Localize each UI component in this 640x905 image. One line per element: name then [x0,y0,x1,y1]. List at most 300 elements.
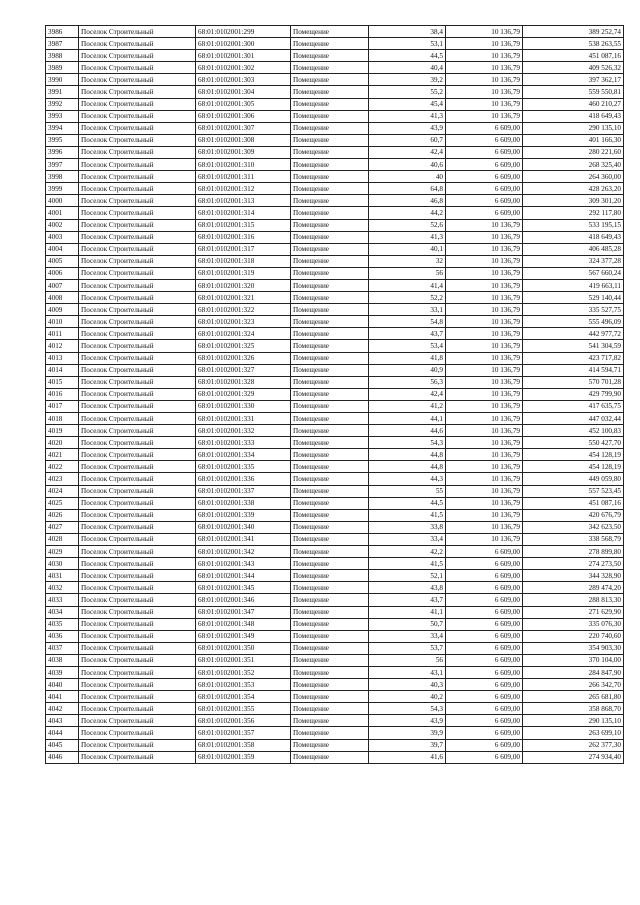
area-cell: 41,8 [369,352,446,364]
table-row [46,509,624,521]
row-number-cell: 4018 [46,413,79,425]
area-cell: 33,4 [369,630,446,642]
value-cell: 409 526,32 [523,62,624,74]
address-cell: Поселок Строительный [79,485,196,497]
address-cell: Поселок Строительный [79,316,196,328]
value-cell: 338 568,79 [523,533,624,545]
rate-cell: 10 136,79 [446,413,523,425]
table-row [46,267,624,279]
object-type-cell: Помещение [291,582,369,594]
row-number-cell: 4032 [46,582,79,594]
value-cell: 284 847,90 [523,666,624,678]
rate-cell: 10 136,79 [446,255,523,267]
address-cell: Поселок Строительный [79,134,196,146]
area-cell: 42,4 [369,146,446,158]
area-cell: 32 [369,255,446,267]
rate-cell: 6 609,00 [446,739,523,751]
row-number-cell: 4004 [46,243,79,255]
cadastral-number-cell: 68:01:0102001:315 [196,219,291,231]
area-cell: 41,4 [369,279,446,291]
table-row [46,521,624,533]
area-cell: 41,5 [369,558,446,570]
cadastral-number-cell: 68:01:0102001:325 [196,340,291,352]
area-cell: 53,7 [369,642,446,654]
value-cell: 555 496,09 [523,316,624,328]
rate-cell: 10 136,79 [446,400,523,412]
area-cell: 43,9 [369,715,446,727]
address-cell: Поселок Строительный [79,413,196,425]
rate-cell: 6 609,00 [446,654,523,666]
object-type-cell: Помещение [291,26,369,38]
table-row [46,316,624,328]
address-cell: Поселок Строительный [79,195,196,207]
object-type-cell: Помещение [291,110,369,122]
address-cell: Поселок Строительный [79,231,196,243]
cadastral-number-cell: 68:01:0102001:319 [196,267,291,279]
area-cell: 39,2 [369,74,446,86]
row-number-cell: 4026 [46,509,79,521]
area-cell: 44,5 [369,50,446,62]
cadastral-number-cell: 68:01:0102001:331 [196,413,291,425]
table-row [46,606,624,618]
address-cell: Поселок Строительный [79,533,196,545]
address-cell: Поселок Строительный [79,654,196,666]
object-type-cell: Помещение [291,546,369,558]
table-row [46,376,624,388]
rate-cell: 6 609,00 [446,558,523,570]
row-number-cell: 3988 [46,50,79,62]
value-cell: 420 676,79 [523,509,624,521]
table-row [46,582,624,594]
area-cell: 52,6 [369,219,446,231]
address-cell: Поселок Строительный [79,642,196,654]
cadastral-number-cell: 68:01:0102001:349 [196,630,291,642]
table-row [46,691,624,703]
area-cell: 41,3 [369,110,446,122]
object-type-cell: Помещение [291,679,369,691]
rate-cell: 6 609,00 [446,146,523,158]
cadastral-number-cell: 68:01:0102001:346 [196,594,291,606]
cadastral-number-cell: 68:01:0102001:310 [196,159,291,171]
object-type-cell: Помещение [291,38,369,50]
rate-cell: 10 136,79 [446,86,523,98]
value-cell: 418 649,43 [523,110,624,122]
cadastral-number-cell: 68:01:0102001:308 [196,134,291,146]
value-cell: 354 903,30 [523,642,624,654]
value-cell: 268 325,40 [523,159,624,171]
area-cell: 44,8 [369,449,446,461]
row-number-cell: 4011 [46,328,79,340]
rate-cell: 6 609,00 [446,703,523,715]
cadastral-number-cell: 68:01:0102001:351 [196,654,291,666]
cadastral-number-cell: 68:01:0102001:312 [196,183,291,195]
row-number-cell: 4014 [46,364,79,376]
value-cell: 449 059,80 [523,473,624,485]
table-row [46,26,624,38]
cadastral-number-cell: 68:01:0102001:347 [196,606,291,618]
area-cell: 44,6 [369,425,446,437]
object-type-cell: Помещение [291,316,369,328]
row-number-cell: 3998 [46,171,79,183]
table-row [46,219,624,231]
cadastral-number-cell: 68:01:0102001:324 [196,328,291,340]
rate-cell: 6 609,00 [446,606,523,618]
area-cell: 43,9 [369,122,446,134]
value-cell: 397 362,17 [523,74,624,86]
address-cell: Поселок Строительный [79,219,196,231]
row-number-cell: 4031 [46,570,79,582]
table-row [46,159,624,171]
row-number-cell: 4010 [46,316,79,328]
row-number-cell: 4036 [46,630,79,642]
table-row [46,328,624,340]
row-number-cell: 4038 [46,654,79,666]
area-cell: 40,9 [369,364,446,376]
rate-cell: 10 136,79 [446,98,523,110]
rate-cell: 6 609,00 [446,594,523,606]
table-row [46,352,624,364]
row-number-cell: 4035 [46,618,79,630]
object-type-cell: Помещение [291,146,369,158]
area-cell: 53,1 [369,38,446,50]
value-cell: 220 740,60 [523,630,624,642]
object-type-cell: Помещение [291,751,369,763]
rate-cell: 6 609,00 [446,159,523,171]
object-type-cell: Помещение [291,461,369,473]
object-type-cell: Помещение [291,364,369,376]
address-cell: Поселок Строительный [79,62,196,74]
value-cell: 447 032,44 [523,413,624,425]
area-cell: 43,7 [369,328,446,340]
address-cell: Поселок Строительный [79,352,196,364]
address-cell: Поселок Строительный [79,400,196,412]
cadastral-number-cell: 68:01:0102001:299 [196,26,291,38]
rate-cell: 10 136,79 [446,110,523,122]
row-number-cell: 3987 [46,38,79,50]
table-row [46,546,624,558]
address-cell: Поселок Строительный [79,98,196,110]
table-row [46,146,624,158]
address-cell: Поселок Строительный [79,328,196,340]
table-row [46,473,624,485]
value-cell: 529 140,44 [523,292,624,304]
row-number-cell: 4040 [46,679,79,691]
value-cell: 280 221,60 [523,146,624,158]
address-cell: Поселок Строительный [79,110,196,122]
object-type-cell: Помещение [291,98,369,110]
table-row [46,413,624,425]
area-cell: 55 [369,485,446,497]
rate-cell: 6 609,00 [446,183,523,195]
row-number-cell: 4001 [46,207,79,219]
table-row [46,570,624,582]
object-type-cell: Помещение [291,497,369,509]
address-cell: Поселок Строительный [79,255,196,267]
value-cell: 292 117,80 [523,207,624,219]
cadastral-number-cell: 68:01:0102001:316 [196,231,291,243]
value-cell: 342 623,50 [523,521,624,533]
cadastral-number-cell: 68:01:0102001:326 [196,352,291,364]
row-number-cell: 4044 [46,727,79,739]
cadastral-number-cell: 68:01:0102001:307 [196,122,291,134]
value-cell: 417 635,75 [523,400,624,412]
area-cell: 44,5 [369,497,446,509]
address-cell: Поселок Строительный [79,376,196,388]
rate-cell: 10 136,79 [446,533,523,545]
area-cell: 44,2 [369,207,446,219]
cadastral-number-cell: 68:01:0102001:353 [196,679,291,691]
address-cell: Поселок Строительный [79,86,196,98]
rate-cell: 6 609,00 [446,207,523,219]
value-cell: 274 934,40 [523,751,624,763]
row-number-cell: 4020 [46,437,79,449]
table-row [46,388,624,400]
cadastral-number-cell: 68:01:0102001:301 [196,50,291,62]
row-number-cell: 3986 [46,26,79,38]
address-cell: Поселок Строительный [79,461,196,473]
area-cell: 53,4 [369,340,446,352]
object-type-cell: Помещение [291,473,369,485]
cadastral-number-cell: 68:01:0102001:328 [196,376,291,388]
rate-cell: 6 609,00 [446,134,523,146]
rate-cell: 10 136,79 [446,38,523,50]
row-number-cell: 4041 [46,691,79,703]
table-row [46,255,624,267]
address-cell: Поселок Строительный [79,292,196,304]
row-number-cell: 4012 [46,340,79,352]
object-type-cell: Помещение [291,558,369,570]
rate-cell: 6 609,00 [446,715,523,727]
table-row [46,666,624,678]
cadastral-number-cell: 68:01:0102001:341 [196,533,291,545]
table-row [46,304,624,316]
cadastral-number-cell: 68:01:0102001:304 [196,86,291,98]
table-row [46,62,624,74]
cadastral-number-cell: 68:01:0102001:318 [196,255,291,267]
value-cell: 335 527,75 [523,304,624,316]
table-row [46,183,624,195]
rate-cell: 10 136,79 [446,509,523,521]
row-number-cell: 4015 [46,376,79,388]
address-cell: Поселок Строительный [79,497,196,509]
address-cell: Поселок Строительный [79,715,196,727]
address-cell: Поселок Строительный [79,521,196,533]
area-cell: 39,7 [369,739,446,751]
object-type-cell: Помещение [291,243,369,255]
value-cell: 274 273,50 [523,558,624,570]
object-type-cell: Помещение [291,739,369,751]
object-type-cell: Помещение [291,279,369,291]
value-cell: 414 594,71 [523,364,624,376]
area-cell: 54,8 [369,316,446,328]
object-type-cell: Помещение [291,86,369,98]
table-row [46,243,624,255]
rate-cell: 10 136,79 [446,243,523,255]
value-cell: 262 377,30 [523,739,624,751]
rate-cell: 6 609,00 [446,122,523,134]
value-cell: 559 550,81 [523,86,624,98]
rate-cell: 10 136,79 [446,521,523,533]
cadastral-number-cell: 68:01:0102001:357 [196,727,291,739]
area-cell: 40,4 [369,62,446,74]
row-number-cell: 4017 [46,400,79,412]
cadastral-number-cell: 68:01:0102001:335 [196,461,291,473]
value-cell: 570 701,28 [523,376,624,388]
row-number-cell: 3996 [46,146,79,158]
rate-cell: 10 136,79 [446,74,523,86]
address-cell: Поселок Строительный [79,558,196,570]
area-cell: 44,8 [369,461,446,473]
area-cell: 40,3 [369,679,446,691]
row-number-cell: 4003 [46,231,79,243]
table-row [46,654,624,666]
table-row [46,425,624,437]
table-row [46,594,624,606]
area-cell: 54,3 [369,437,446,449]
value-cell: 541 304,59 [523,340,624,352]
cadastral-number-cell: 68:01:0102001:355 [196,703,291,715]
object-type-cell: Помещение [291,703,369,715]
area-cell: 40,1 [369,243,446,255]
rate-cell: 10 136,79 [446,62,523,74]
rate-cell: 6 609,00 [446,727,523,739]
value-cell: 278 899,80 [523,546,624,558]
address-cell: Поселок Строительный [79,50,196,62]
address-cell: Поселок Строительный [79,546,196,558]
cadastral-number-cell: 68:01:0102001:300 [196,38,291,50]
row-number-cell: 3993 [46,110,79,122]
table-row [46,74,624,86]
value-cell: 550 427,70 [523,437,624,449]
value-cell: 289 474,20 [523,582,624,594]
object-type-cell: Помещение [291,485,369,497]
area-cell: 56 [369,654,446,666]
cadastral-number-cell: 68:01:0102001:352 [196,666,291,678]
object-type-cell: Помещение [291,207,369,219]
cadastral-number-cell: 68:01:0102001:320 [196,279,291,291]
row-number-cell: 4021 [46,449,79,461]
table-row [46,485,624,497]
table-row [46,679,624,691]
cadastral-number-cell: 68:01:0102001:343 [196,558,291,570]
area-cell: 41,5 [369,509,446,521]
cadastral-number-cell: 68:01:0102001:348 [196,618,291,630]
value-cell: 418 649,43 [523,231,624,243]
rate-cell: 10 136,79 [446,340,523,352]
address-cell: Поселок Строительный [79,582,196,594]
cadastral-number-cell: 68:01:0102001:336 [196,473,291,485]
address-cell: Поселок Строительный [79,727,196,739]
table-row [46,533,624,545]
value-cell: 344 328,90 [523,570,624,582]
area-cell: 40,2 [369,691,446,703]
address-cell: Поселок Строительный [79,304,196,316]
value-cell: 567 660,24 [523,267,624,279]
rate-cell: 10 136,79 [446,437,523,449]
cadastral-number-cell: 68:01:0102001:350 [196,642,291,654]
rate-cell: 6 609,00 [446,691,523,703]
cadastral-number-cell: 68:01:0102001:333 [196,437,291,449]
rate-cell: 10 136,79 [446,279,523,291]
rate-cell: 10 136,79 [446,376,523,388]
cadastral-number-cell: 68:01:0102001:339 [196,509,291,521]
area-cell: 60,7 [369,134,446,146]
row-number-cell: 3989 [46,62,79,74]
address-cell: Поселок Строительный [79,473,196,485]
value-cell: 428 263,20 [523,183,624,195]
cadastral-number-cell: 68:01:0102001:354 [196,691,291,703]
row-number-cell: 4034 [46,606,79,618]
cadastral-number-cell: 68:01:0102001:309 [196,146,291,158]
address-cell: Поселок Строительный [79,449,196,461]
table-row [46,461,624,473]
value-cell: 290 135,10 [523,715,624,727]
object-type-cell: Помещение [291,606,369,618]
row-number-cell: 4006 [46,267,79,279]
row-number-cell: 3991 [46,86,79,98]
object-type-cell: Помещение [291,727,369,739]
table-row [46,231,624,243]
rate-cell: 10 136,79 [446,425,523,437]
cadastral-number-cell: 68:01:0102001:321 [196,292,291,304]
value-cell: 454 128,19 [523,461,624,473]
object-type-cell: Помещение [291,449,369,461]
row-number-cell: 4016 [46,388,79,400]
table-row [46,400,624,412]
value-cell: 401 166,30 [523,134,624,146]
rate-cell: 10 136,79 [446,304,523,316]
address-cell: Поселок Строительный [79,267,196,279]
cadastral-number-cell: 68:01:0102001:302 [196,62,291,74]
object-type-cell: Помещение [291,509,369,521]
address-cell: Поселок Строительный [79,739,196,751]
cadastral-number-cell: 68:01:0102001:332 [196,425,291,437]
rate-cell: 10 136,79 [446,364,523,376]
area-cell: 50,7 [369,618,446,630]
object-type-cell: Помещение [291,715,369,727]
area-cell: 38,4 [369,26,446,38]
area-cell: 52,2 [369,292,446,304]
area-cell: 40,6 [369,159,446,171]
row-number-cell: 4045 [46,739,79,751]
object-type-cell: Помещение [291,654,369,666]
row-number-cell: 4028 [46,533,79,545]
address-cell: Поселок Строительный [79,207,196,219]
area-cell: 43,7 [369,594,446,606]
address-cell: Поселок Строительный [79,703,196,715]
address-cell: Поселок Строительный [79,606,196,618]
object-type-cell: Помещение [291,231,369,243]
row-number-cell: 4005 [46,255,79,267]
address-cell: Поселок Строительный [79,340,196,352]
cadastral-number-cell: 68:01:0102001:327 [196,364,291,376]
row-number-cell: 4000 [46,195,79,207]
table-row [46,38,624,50]
rate-cell: 10 136,79 [446,219,523,231]
rate-cell: 6 609,00 [446,570,523,582]
row-number-cell: 4007 [46,279,79,291]
row-number-cell: 4022 [46,461,79,473]
table-row [46,122,624,134]
area-cell: 46,8 [369,195,446,207]
object-type-cell: Помещение [291,171,369,183]
object-type-cell: Помещение [291,533,369,545]
area-cell: 42,2 [369,546,446,558]
row-number-cell: 4027 [46,521,79,533]
row-number-cell: 4025 [46,497,79,509]
table-row [46,618,624,630]
row-number-cell: 3997 [46,159,79,171]
